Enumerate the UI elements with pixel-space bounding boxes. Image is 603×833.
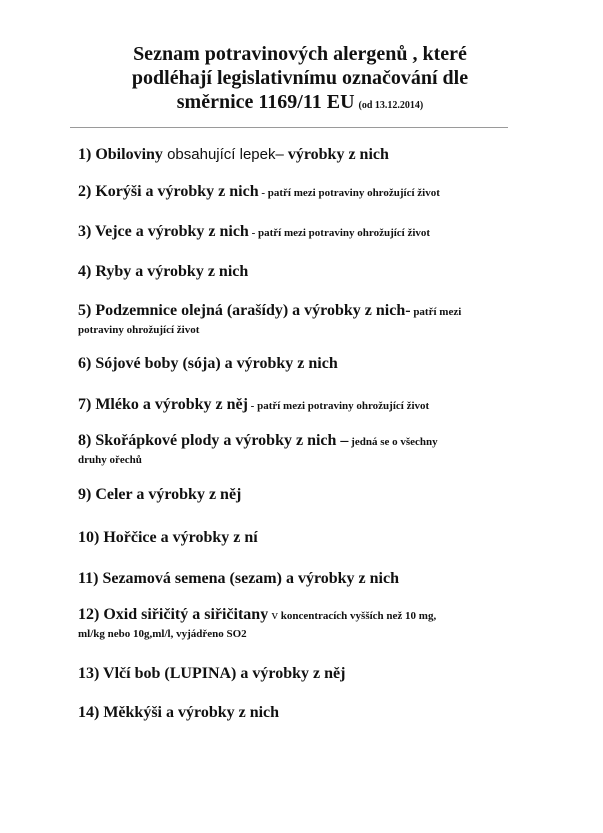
title-line-1: Seznam potravinových alergenů , které xyxy=(133,43,467,65)
allergen-item-12-continuation: ml/kg nebo 10g,ml/l, vyjádřeno SO2 xyxy=(78,628,247,640)
allergen-item-1-main-b: výrobky z nich xyxy=(283,146,389,163)
title-line-3 xyxy=(60,90,540,118)
allergen-item-11 xyxy=(78,569,528,588)
allergen-item-1-sans: obsahující lepek– xyxy=(162,146,284,163)
title-line-2: podléhají legislativnímu označování dle xyxy=(131,67,469,89)
allergen-item-1 xyxy=(78,145,528,164)
allergen-item-12-note-v: v xyxy=(268,607,278,622)
allergen-item-6-main: 6) Sójové boby (sója) a výrobky z nich xyxy=(78,355,338,372)
allergen-item-2-main: 2) Korýši a výrobky z nich xyxy=(78,183,259,200)
document-title xyxy=(60,42,540,118)
allergen-item-5 xyxy=(78,301,528,338)
allergen-item-5-note: patří mezi xyxy=(410,306,462,318)
allergen-item-7-note: - patří mezi potraviny ohrožující život xyxy=(247,400,430,412)
title-line-3-text: směrnice 1169/11 EU xyxy=(176,91,355,113)
allergen-item-2 xyxy=(78,182,528,203)
allergen-item-10-main: 10) Hořčice a výrobky z ní xyxy=(78,529,258,546)
allergen-item-5-continuation: potraviny ohrožující život xyxy=(78,324,200,336)
allergen-item-3-main: 3) Vejce a výrobky z nich xyxy=(78,223,249,240)
allergen-item-14 xyxy=(78,703,528,722)
allergen-item-2-note: - patří mezi potraviny ohrožující život xyxy=(258,187,440,199)
allergen-item-13-main: 13) Vlčí bob (LUPINA) a výrobky z něj xyxy=(78,665,346,682)
allergen-item-8-note: jedná se o všechny xyxy=(348,436,438,448)
allergen-item-13 xyxy=(78,664,528,683)
allergen-item-12-main: 12) Oxid siřičitý a siřičitany xyxy=(78,606,269,623)
allergen-item-10 xyxy=(78,528,528,547)
allergen-item-1-main-a: 1) Obiloviny xyxy=(78,146,163,163)
allergen-item-11-main: 11) Sezamová semena (sezam) a výrobky z nich xyxy=(78,570,399,587)
allergen-item-14-main: 14) Měkkýši a výrobky z nich xyxy=(78,704,280,721)
allergen-item-12-note: koncentracích vyšších než 10 mg, xyxy=(277,610,437,622)
title-divider xyxy=(70,127,508,128)
allergen-item-12 xyxy=(78,605,528,642)
allergen-item-5-main: 5) Podzemnice olejná (arašídy) a výrobky z nich- xyxy=(78,302,411,319)
allergen-item-3 xyxy=(78,222,528,243)
allergen-item-3-note: - patří mezi potraviny ohrožující život xyxy=(248,227,431,239)
allergen-item-7 xyxy=(78,395,528,416)
allergen-item-7-main: 7) Mléko a výrobky z něj xyxy=(78,396,248,413)
allergen-item-4-main: 4) Ryby a výrobky z nich xyxy=(78,263,249,280)
allergen-item-9 xyxy=(78,485,528,504)
allergen-item-9-main: 9) Celer a výrobky z něj xyxy=(78,486,242,503)
title-date: (od 13.12.2014) xyxy=(358,100,424,111)
allergen-item-8-main: 8) Skořápkové plody a výrobky z nich – xyxy=(78,432,349,449)
allergen-item-8 xyxy=(78,431,528,468)
allergen-item-6 xyxy=(78,354,528,373)
allergen-item-4 xyxy=(78,262,528,281)
allergen-item-8-continuation: druhy ořechů xyxy=(78,454,142,466)
